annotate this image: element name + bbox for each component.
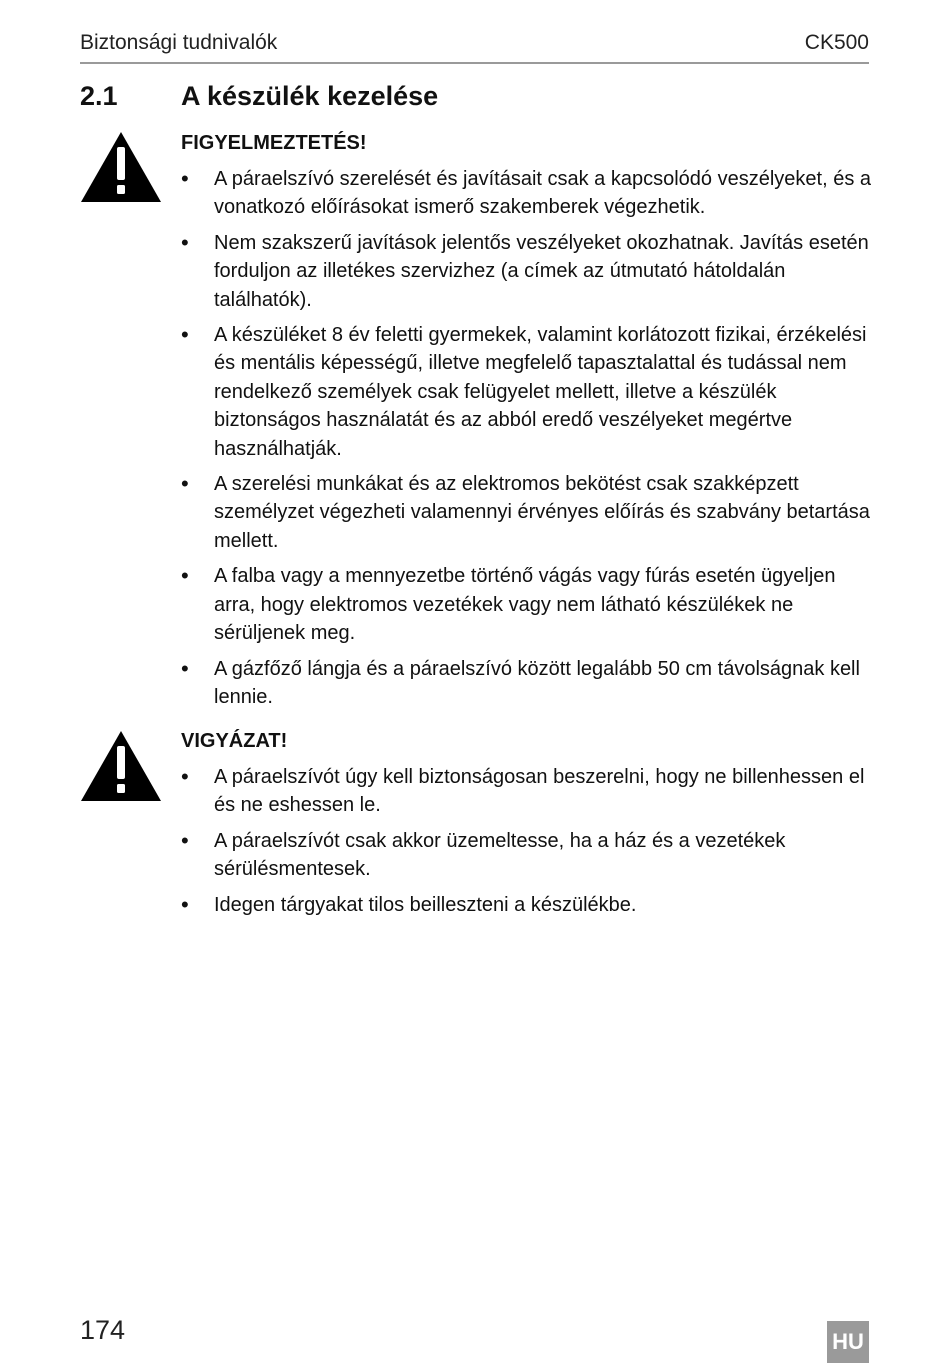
warning-list (181, 165, 871, 711)
page-header (80, 30, 869, 64)
list-item: • A szerelési munkákat és az elektromos bekötést csak szakképzett személyzet végezheti valamennyi érvényes előírás és szabvány betartása mellett. (181, 470, 871, 555)
header-section-name: Biztonsági tudnivalók (80, 31, 278, 54)
section-number: 2.1 (80, 81, 118, 111)
language-badge: HU (827, 1321, 869, 1363)
list-item: • A páraelszívót úgy kell biztonságosan beszerelni, hogy ne billenhessen el és ne eshessen le. (181, 763, 871, 820)
header-model: CK500 (804, 31, 869, 54)
list-item: • Idegen tárgyakat tilos beilleszteni a készülékbe. (181, 891, 871, 919)
page-number: 174 (80, 1315, 126, 1345)
section-title: A készülék kezelése (181, 81, 439, 111)
caution-triangle-icon (80, 730, 162, 802)
list-item: • A páraelszívót csak akkor üzemeltesse, ha a ház és a vezetékek sérülésmentesek. (181, 827, 871, 884)
caution-title: VIGYÁZAT! (181, 730, 288, 752)
warning-block (181, 129, 871, 718)
caution-block (181, 727, 871, 926)
warning-title: FIGYELMEZTETÉS! (181, 132, 367, 154)
caution-list (181, 763, 871, 919)
list-item: • A páraelszívó szerelését és javításait csak a kapcsolódó veszélyeket, és a vonatkozó előírásokat ismerő szakemberek végezhetik. (181, 165, 871, 222)
list-item: • Nem szakszerű javítások jelentős veszélyeket okozhatnak. Javítás esetén forduljon az illetékes szervizhez (a címek az útmutató hátoldalán találhatók). (181, 229, 871, 314)
list-item: • A falba vagy a mennyezetbe történő vágás vagy fúrás esetén ügyeljen arra, hogy elektromos vezetékek vagy nem látható készülékek ne sérüljenek meg. (181, 562, 871, 647)
warning-triangle-icon (80, 131, 162, 203)
list-item: • A gázfőző lángja és a páraelszívó között legalább 50 cm távolságnak kell lennie. (181, 655, 871, 712)
list-item: • A készüléket 8 év feletti gyermekek, valamint korlátozott fizikai, érzékelési és mentális képességű, illetve megfelelő tapasztalattal és tudással nem rendelkező személyek csak felügyelet mellett, illetve a készülék biztonságos használatát és az abból eredő veszélyeket megértve használhatják. (181, 321, 871, 463)
